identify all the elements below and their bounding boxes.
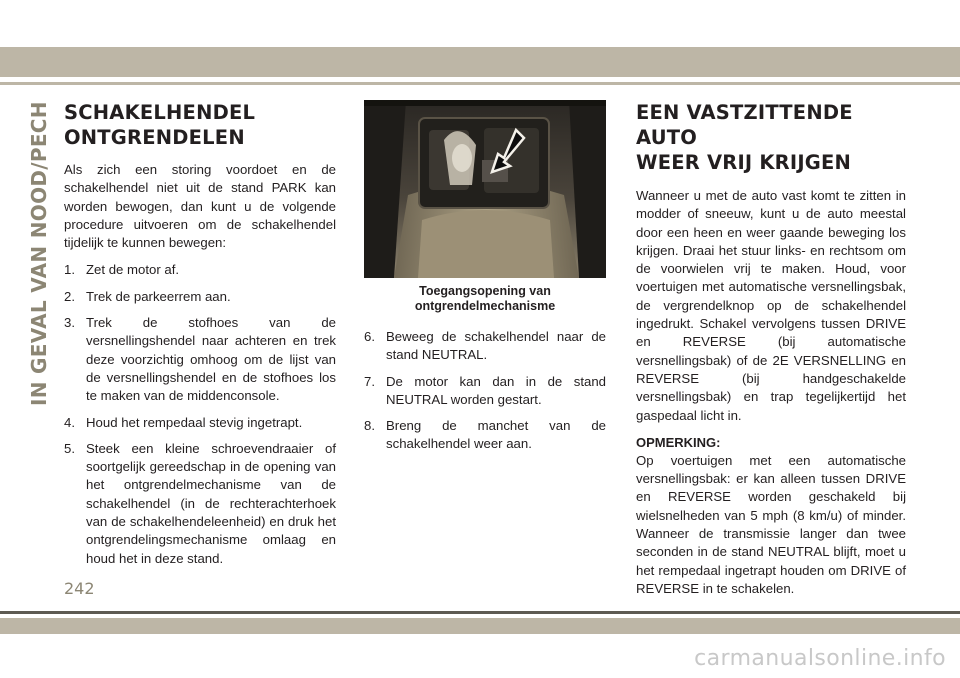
- shifter-release-photo: [364, 100, 606, 278]
- step-text: Houd het rempedaal stevig ingetrapt.: [86, 414, 303, 430]
- footer-band: [0, 618, 960, 634]
- step-number: 3.: [64, 315, 75, 331]
- step-number: 7.: [364, 373, 375, 389]
- middle-column: [364, 100, 606, 462]
- step-text: Zet de motor af.: [86, 262, 180, 278]
- steps-list-middle: [364, 328, 606, 454]
- section-side-label: IN GEVAL VAN NOOD/PECH: [27, 101, 51, 406]
- list-item: [364, 417, 606, 454]
- right-column: [636, 100, 906, 607]
- step-text: Beweeg de schakelhendel naar de stand NEUTRAL.: [386, 329, 606, 363]
- section-title-stuck-vehicle: [636, 100, 906, 175]
- title-line-2: ONTGRENDELEN: [64, 126, 245, 149]
- stuck-vehicle-paragraph: Wanneer u met de auto vast komt te zitten in modder of sneeuw, kunt u de auto meestal door een heen en weer gaande beweging los krijgen. Draai het stuur links- en rechtsom om de voorwielen vrij te maken. Houd, voor voertuigen met automatische versnellingsbak, de vergrendelknop op de schakelhendel ingedrukt. Schakel vervolgens tussen DRIVE en REVERSE (bij automatische versnellingsbak) of de 2E VERSNELLING en REVERSE (bij handgeschakelde versnellingsbak) en trap tegelijkertijd het gaspedaal licht in.: [636, 188, 906, 423]
- list-item: [64, 314, 336, 405]
- list-item: [64, 261, 336, 279]
- step-number: 1.: [64, 262, 75, 278]
- header-band: [0, 47, 960, 77]
- note-title: OPMERKING:: [636, 434, 721, 450]
- step-number: 8.: [364, 418, 375, 434]
- title-line-1: SCHAKELHENDEL: [64, 101, 256, 124]
- title-line-2: WEER VRIJ KRIJGEN: [636, 151, 852, 174]
- section-title-shifter-release: [64, 100, 336, 150]
- step-text: Breng de manchet van de schakelhendel weer aan.: [386, 418, 606, 452]
- list-item: [364, 328, 606, 365]
- list-item: [364, 373, 606, 410]
- step-text: Trek de parkeerrem aan.: [86, 288, 231, 304]
- caption-line-1: Toegangsopening van: [419, 284, 551, 298]
- list-item: [64, 440, 336, 568]
- step-text: Steek een kleine schroevendraaier of soortgelijk gereedschap in de opening van het ontgrendelmechanisme van de schakelhendel (in de rechterachterhoek van de schakelhendeleenheid) en druk het ontgrendelingsmechanisme omlaag en houd het in deze stand.: [86, 440, 336, 566]
- list-item: [64, 414, 336, 432]
- watermark-text: carmanualsonline.info: [694, 646, 946, 671]
- page-number: 242: [64, 579, 95, 598]
- step-text: De motor kan dan in de stand NEUTRAL worden gestart.: [386, 373, 606, 407]
- left-column: [64, 100, 336, 576]
- step-text: Trek de stofhoes van de versnellingshendel naar achteren en trek deze voorzichtig omhoog om de lijst van de versnellingshendel en de stofhoes los te maken van de middenconsole.: [86, 315, 336, 404]
- title-line-1: EEN VASTZITTENDE AUTO: [636, 101, 853, 149]
- step-number: 5.: [64, 440, 75, 456]
- caption-line-2: ontgrendelmechanisme: [414, 299, 556, 313]
- shifter-console-illustration: [364, 100, 606, 278]
- note-paragraph: Op voertuigen met een automatische versnellingsbak: er kan alleen tussen DRIVE en REVERSE worden geschakeld bij wielsnelheden van 5 mph (8 km/u) of minder. Wanneer de transmissie langer dan twee seconden in de stand NEUTRAL blijft, moet u het rempedaal ingetrapt houden om DRIVE of REVERSE in te schakelen.: [636, 452, 906, 596]
- intro-paragraph: Als zich een storing voordoet en de schakelhendel niet uit de stand PARK kan worden bewogen, dan kunt u de volgende procedure uitvoeren om de schakelhendel tijdelijk te kunnen bewegen:: [64, 162, 336, 251]
- step-number: 2.: [64, 288, 75, 304]
- list-item: [64, 288, 336, 306]
- photo-caption: [364, 284, 606, 314]
- header-rule: [0, 82, 960, 85]
- steps-list-left: [64, 261, 336, 567]
- step-number: 4.: [64, 414, 75, 430]
- footer-rule: [0, 611, 960, 614]
- step-number: 6.: [364, 329, 375, 344]
